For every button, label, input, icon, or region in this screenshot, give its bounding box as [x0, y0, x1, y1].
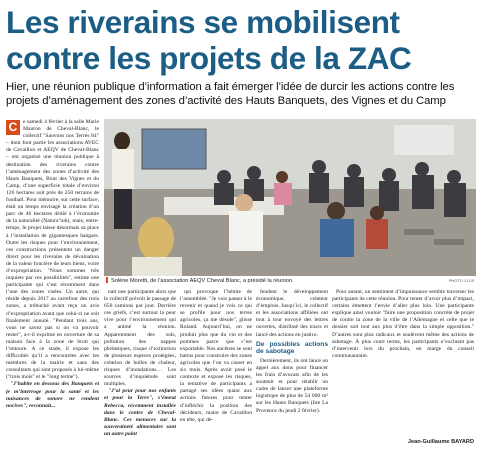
- headline-line-2: contre les projets de la ZAC: [6, 40, 412, 76]
- meeting-photo-illustration: [104, 119, 476, 276]
- meeting-photo: [104, 119, 476, 276]
- drop-cap: C: [6, 120, 20, 135]
- subheading: De possibles actions de sabotage: [256, 340, 328, 356]
- column-1-text: e samedi 4 février à la salle Marie Mauron de Cheval-Blanc, le collectif "Sauvons nos Terres 84" – dont font partie les associations AVEC de Cavaillon et AEQV de Cheval-Blanc – ont organisé une réunion publique à destination des riverains contre l’aménagement des zones d’activité des Hauts Banquets, Bout des Vignes et du Camp, d’une superficie totale d’environ 126 hectares soit près de 250 terrains de football. Pour mémoire, sur cette surface, était un temps envisagé la création d’un parc de 46 hectares dédié à l’économie de la naturalité (Natura’lub), mais, entre-temps, le projet laisse désormais sa place à l’installation de gigantesques hangars. Outre les risques pour l’environnement, ces constructions présentent un danger direct pour les riverains de dévaluation de la valeur foncière de leurs biens, voire d’expropriation. "Nous sommes très inquiets par ces possibilités", estime une participante qui s’est récemment dans l’une des zones visées. Un autre, qui réside depuis 2017 au carrefour des trois zones, a trébuché avant reçu un avis d’expropriation avant que celui-ci ne soit finalement annulé. "Pendant trois ans, vous ne savez pas si on va pouvoir rester", a-t-il exprimé en ouverture de sa maison face à la zone de bruit qui l’entoure. A ce stade, il expose les difficultés qu’il a rencontrées avec les membres de la mairie et sans des consultants qui sont proposés à lui-même ("trois mois" et le "long terme").: [6, 119, 99, 381]
- article-column-3: [180, 289, 252, 449]
- column-4-text-bottom: Dernièrement, ils ont lancé un appel aux dons pour financer les frais d’avocats afin de les soutenir et pour rétablir un cadre de lancer une plateforme logistique de plus de 54 000 m² sur les Hauts Banquets (lire La Provence du jeudi 2 février).: [256, 357, 328, 414]
- article-column-2: [104, 289, 176, 449]
- article-column-4: [256, 289, 328, 449]
- author-signature: Jean-Guillaume BAYARD: [407, 439, 474, 445]
- caption-marker: [106, 277, 108, 283]
- article-column-5: [332, 289, 474, 437]
- column-2-quote: "J’ai peur pour nos enfants et pour la Terre", s’émeut Rebecca, récemment installée dans le centre de Cheval-Blanc. Ces menaces sur la souveraineté alimentaire sont un autre point: [104, 388, 176, 437]
- column-5-text: Pour autant, un sentiment d’impuissance semble traverser les participants de cette réunion. Pour tenter d’avoir plus d’impact, certains émettent l’envie d’aller plus loin. Une participante explique ainsi vouloir "faire une proposition concrète de projet de contre la zone de la ville de l’Allemagne et celle que le dossier soit tout aux plus d’être dans la simple opposition." D’autres sont plus radicaux et soulèvent même des actions de sabotage. À plus court terme, les participants n’excluent pas d’intervenir lors du prochain, en marge du conseil communautaire.: [332, 289, 474, 359]
- column-2-text: nait une participante alors que le collectif prévoit le passage de 650 camions par jour. Derrière ces griefs, c’est surtout la peur vive pour l’environnement qui a animé la réunion. Apparemment des sols, pollution des nappes phréatiques, risque d’extinction de plusieurs espèces protégées, création de bulles de chaleur, risques d’inondations… Les sources d’inquiétude sont multiples.: [104, 289, 176, 388]
- caption-text: Solène Moretti, de l’association AEQV Cheval Blanc, a présidé la réunion.: [111, 278, 294, 284]
- headline: [6, 4, 476, 76]
- column-3-text: qui provoque l’hémie de l’assemblée. "Je vois passer à le revenir et quand je vois ce qui se profile pour nos terres agricoles, ça me désole", glisse Roland. Aujourd’hui, on ne produit plus que du vin et des pommes parce que c’est exportable. Nos ancêtres se sont battus pour construire des zones agricoles que l’on va casser en six mois. Après avoir posé le contexte et exposé les risques, la tentative de participants a partagé ses idées quant aux actions futures pour tenter d’infléchir la position des décideurs, maire de Cavaillon en tête, qui dé-: [180, 289, 252, 423]
- chapo: Hier, une réunion publique d’information a fait émerger l’idée de durcir les actions contre les projets d’aménagement des zones d’activité des Hauts Banquets, des Vignes et du Camp: [6, 81, 455, 107]
- article-column-1: [6, 119, 99, 449]
- photo-caption: [104, 277, 476, 286]
- headline-line-1: Les riverains se mobilisent: [6, 4, 400, 40]
- column-1-quote: "J’habite en dessous des Banquets et je m’interroge pour la santé et les nuisances de sonore ne rendent nocives", reconnait...: [6, 381, 99, 409]
- photo-credit: PHOTO J.G.B: [448, 278, 474, 283]
- column-4-text-top: fendent le développement économique, créateur d’emplois. Jusqu’ici, le collectif et les associations affiliées ont tout à tour envoyé des lettres ouvertes, distribué des tracts et lancé des actions en justice.: [256, 289, 328, 338]
